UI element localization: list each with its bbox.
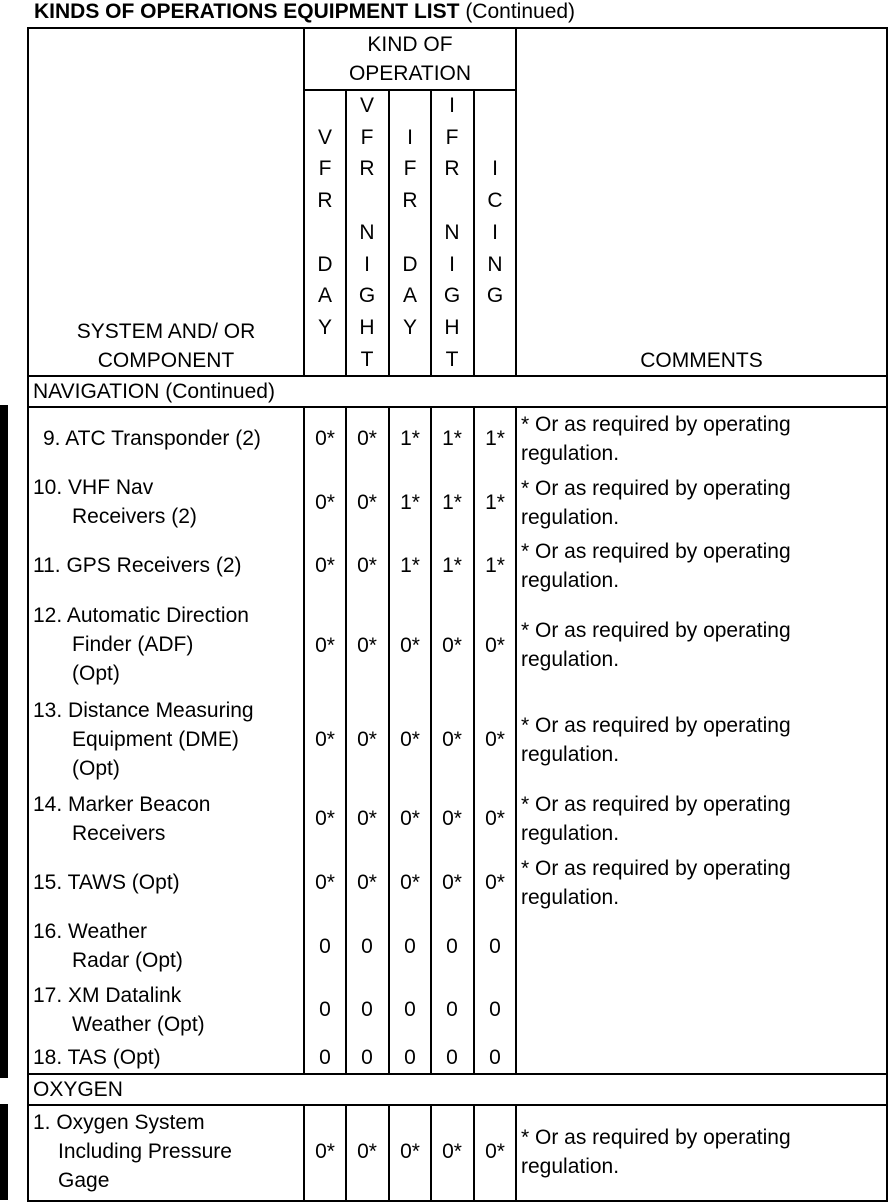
operation-value: 0 <box>489 998 501 1021</box>
section-header-navigation: NAVIGATION (Continued) <box>33 380 275 403</box>
column-header-letter: T <box>445 347 459 371</box>
column-header-letter: F <box>360 125 374 149</box>
operation-value: 0 <box>489 1046 501 1069</box>
item-comment-line: * Or as required by operating <box>521 413 791 436</box>
operation-value: 0 <box>361 998 373 1021</box>
header-line: OPERATION <box>348 62 472 85</box>
divider <box>515 406 517 1075</box>
operation-value: 0* <box>315 554 335 577</box>
operation-value: 0* <box>357 554 377 577</box>
item-comment-line: * Or as required by operating <box>521 714 791 737</box>
operation-value: 0* <box>357 634 377 657</box>
column-header-letter: A <box>402 284 417 308</box>
item-label-line: Receivers <box>72 822 166 845</box>
column-header-letter <box>390 90 430 122</box>
item-label-line: 18. TAS (Opt) <box>33 1046 161 1069</box>
operation-value: 0 <box>361 935 373 958</box>
operation-value: 1* <box>400 427 420 450</box>
column-header-letter: N <box>359 220 375 244</box>
column-header-letter: I <box>492 220 498 244</box>
column-header-letter: H <box>359 315 375 339</box>
operation-value: 1* <box>400 554 420 577</box>
operation-value: 0* <box>315 491 335 514</box>
operation-value: 0* <box>315 634 335 657</box>
item-comment <box>521 474 791 532</box>
column-header-letter <box>305 90 345 122</box>
operation-value: 1* <box>400 491 420 514</box>
item-label-line: Finder (ADF) <box>72 633 194 656</box>
operation-value: 0 <box>319 998 331 1021</box>
item-comment <box>521 537 791 595</box>
operation-value: 0 <box>404 935 416 958</box>
operation-value: 0* <box>485 634 505 657</box>
divider <box>515 1104 517 1201</box>
column-header-letter: G <box>443 284 461 308</box>
item-comment-line: * Or as required by operating <box>521 1126 791 1149</box>
item-label <box>33 790 210 848</box>
column-header-letter <box>305 344 345 376</box>
column-header-letter: A <box>317 284 332 308</box>
column-header-letter: I <box>449 252 455 276</box>
column-header-letter: V <box>317 125 332 149</box>
item-label-line: Including Pressure <box>58 1140 232 1163</box>
item-label <box>33 424 261 453</box>
revision-bar <box>0 405 8 1078</box>
item-comment <box>521 616 791 674</box>
column-header-letter: I <box>407 125 413 149</box>
column-header-letter <box>305 217 345 249</box>
column-header-letter: D <box>402 252 418 276</box>
column-header-letter: R <box>359 157 375 181</box>
operation-value: 0* <box>485 871 505 894</box>
operation-value: 0* <box>442 634 462 657</box>
item-label-line: Equipment (DME) <box>72 728 239 751</box>
operation-value: 0* <box>485 1140 505 1163</box>
column-header-letter: R <box>444 157 460 181</box>
item-label-line: 1. Oxygen System <box>33 1111 205 1134</box>
operation-value: 0 <box>319 935 331 958</box>
item-comment <box>521 711 791 769</box>
column-header-letter: D <box>317 252 333 276</box>
revision-bar <box>0 1104 8 1200</box>
page-title <box>34 0 575 24</box>
header-line: SYSTEM AND/ OR <box>76 320 256 343</box>
item-label-line: 11. GPS Receivers (2) <box>33 554 242 577</box>
operation-value: 0* <box>357 1140 377 1163</box>
divider <box>27 406 888 408</box>
column-header-letter <box>347 185 387 217</box>
item-comment-line: * Or as required by operating <box>521 477 791 500</box>
operation-value: 1* <box>485 554 505 577</box>
column-header <box>347 90 387 375</box>
operation-value: 0 <box>361 1046 373 1069</box>
item-label <box>33 981 205 1039</box>
operation-value: 0* <box>442 728 462 751</box>
item-comment-line: regulation. <box>521 506 620 529</box>
section-header-oxygen: OXYGEN <box>33 1078 123 1101</box>
item-label-line: Receivers (2) <box>72 505 197 528</box>
item-comment-line: regulation. <box>521 442 620 465</box>
operation-value: 0* <box>315 728 335 751</box>
column-header <box>432 90 472 375</box>
item-label-line: 13. Distance Measuring <box>33 699 254 722</box>
operation-value: 0 <box>446 1046 458 1069</box>
title-main: KINDS OF OPERATIONS EQUIPMENT LIST <box>34 0 460 23</box>
column-header-letter <box>390 344 430 376</box>
column-header-letter: N <box>444 220 460 244</box>
operation-value: 0 <box>489 935 501 958</box>
title-suffix: (Continued) <box>465 0 576 23</box>
operation-value: 0* <box>357 807 377 830</box>
operation-value: 0* <box>400 728 420 751</box>
divider <box>515 27 517 376</box>
item-label-line: 10. VHF Nav <box>33 476 154 499</box>
item-label-line: 17. XM Datalink <box>33 984 182 1007</box>
operation-value: 0* <box>400 807 420 830</box>
system-component-header <box>29 317 303 375</box>
item-comment <box>521 410 791 468</box>
column-header <box>305 90 345 375</box>
operation-value: 0* <box>400 871 420 894</box>
column-header-letter: F <box>403 157 417 181</box>
item-label-line: (Opt) <box>72 662 120 685</box>
item-comment <box>521 790 791 848</box>
column-header-letter: G <box>358 284 376 308</box>
column-header-letter <box>475 344 515 376</box>
item-label <box>33 1043 161 1072</box>
column-header-letter: N <box>487 252 503 276</box>
item-comment-line: * Or as required by operating <box>521 619 791 642</box>
item-label <box>33 601 249 688</box>
item-label <box>33 917 183 975</box>
column-header-letter <box>475 122 515 154</box>
operation-value: 0 <box>319 1046 331 1069</box>
item-comment <box>521 854 791 912</box>
operation-value: 1* <box>442 427 462 450</box>
column-header <box>390 90 430 375</box>
column-header-letter: F <box>318 157 332 181</box>
comments-header: COMMENTS <box>640 349 763 372</box>
item-label-line: Weather (Opt) <box>72 1013 205 1036</box>
operation-value: 0* <box>485 728 505 751</box>
item-label <box>33 868 180 897</box>
item-label-line: 9. ATC Transponder (2) <box>43 427 261 450</box>
column-header-letter: G <box>486 284 504 308</box>
operation-value: 0 <box>404 998 416 1021</box>
operation-value: 0* <box>400 1140 420 1163</box>
column-header-letter: R <box>402 189 418 213</box>
item-label-line: Gage <box>58 1169 110 1192</box>
divider <box>27 1104 888 1106</box>
column-header-letter: R <box>317 189 333 213</box>
operation-value: 0 <box>446 998 458 1021</box>
operation-value: 0* <box>442 807 462 830</box>
column-header-letter: I <box>492 157 498 181</box>
operation-value: 0* <box>400 634 420 657</box>
column-header-letter <box>432 185 472 217</box>
column-header-letter: C <box>487 189 503 213</box>
operation-value: 1* <box>485 491 505 514</box>
column-header-letter: Y <box>317 315 332 339</box>
column-header-letter: Y <box>402 315 417 339</box>
item-label-line: 14. Marker Beacon <box>33 793 211 816</box>
operation-value: 1* <box>485 427 505 450</box>
item-comment-line: regulation. <box>521 822 620 845</box>
operation-value: 1* <box>442 554 462 577</box>
item-label-line: 12. Automatic Direction <box>33 604 249 627</box>
item-label <box>33 696 254 783</box>
item-comment-line: * Or as required by operating <box>521 540 791 563</box>
item-comment <box>521 1123 791 1181</box>
column-header-letter: I <box>364 252 370 276</box>
item-comment-line: regulation. <box>521 1155 620 1178</box>
item-label <box>33 551 242 580</box>
column-header-letter <box>475 312 515 344</box>
operation-value: 0 <box>446 935 458 958</box>
item-comment-line: regulation. <box>521 743 620 766</box>
operation-value: 0* <box>315 427 335 450</box>
item-label-line: (Opt) <box>72 757 120 780</box>
item-label <box>33 473 197 531</box>
item-label-line: 16. Weather <box>33 920 148 943</box>
column-header-letter: T <box>360 347 374 371</box>
item-comment-line: * Or as required by operating <box>521 793 791 816</box>
column-header-letter: F <box>445 125 459 149</box>
column-header-letter <box>390 217 430 249</box>
operation-value: 0* <box>485 807 505 830</box>
item-label-line: Radar (Opt) <box>72 949 183 972</box>
header-line: COMPONENT <box>97 349 235 372</box>
item-comment-line: regulation. <box>521 648 620 671</box>
operation-value: 0* <box>315 1140 335 1163</box>
item-comment-line: * Or as required by operating <box>521 857 791 880</box>
item-label <box>33 1108 232 1195</box>
operation-value: 0* <box>315 807 335 830</box>
operation-value: 0* <box>442 871 462 894</box>
column-header-letter: V <box>359 94 374 117</box>
item-comment-line: regulation. <box>521 886 620 909</box>
operation-value: 1* <box>442 491 462 514</box>
operation-value: 0* <box>357 871 377 894</box>
column-header-letter <box>475 90 515 122</box>
divider <box>27 1073 888 1075</box>
header-line: KIND OF <box>367 33 453 56</box>
kind-of-operation-header <box>305 30 515 88</box>
operation-value: 0* <box>442 1140 462 1163</box>
operation-value: 0* <box>357 491 377 514</box>
operation-value: 0* <box>357 427 377 450</box>
column-header-letter: H <box>444 315 460 339</box>
column-header-letter: I <box>449 94 455 117</box>
column-header <box>475 90 515 375</box>
item-comment-line: regulation. <box>521 569 620 592</box>
operation-value: 0* <box>315 871 335 894</box>
operation-value: 0 <box>404 1046 416 1069</box>
item-label-line: 15. TAWS (Opt) <box>33 871 180 894</box>
operation-value: 0* <box>357 728 377 751</box>
